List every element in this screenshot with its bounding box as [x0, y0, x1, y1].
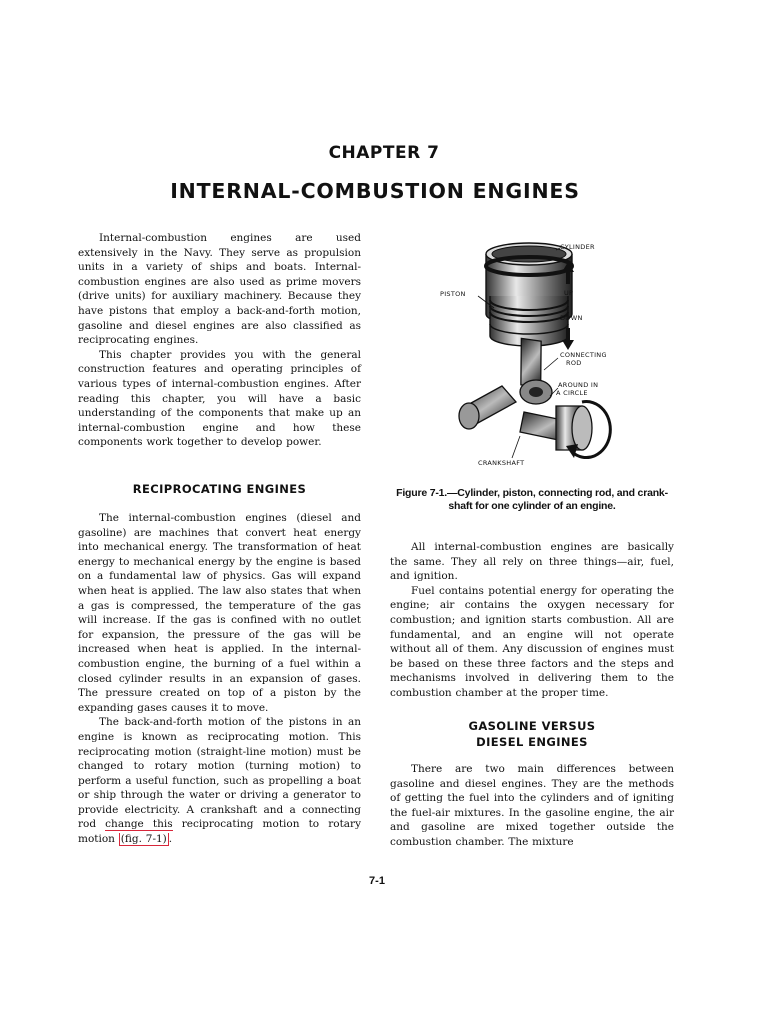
basics-section — [390, 540, 674, 701]
paragraph-text: reciprocating motion to rotary motion — [78, 818, 362, 846]
label-up: UP — [564, 289, 574, 297]
reciprocating-heading — [78, 482, 361, 498]
chapter-title: INTERNAL-COMBUSTION ENGINES — [170, 179, 580, 203]
figure-reference: (fig. 7-1) — [120, 833, 167, 846]
intro-paragraph-2: This chapter provides you with the general construction features and operating principles of various types of internal-combustion engines. After reading this chapter, you will have a basic understanding of the components that make up an internal-combustion engine and how these components work together to develop power. — [78, 348, 361, 449]
label-crankshaft: CRANKSHAFT — [478, 459, 525, 467]
label-down: DOWN — [560, 314, 583, 322]
reciprocating-paragraph-2 — [78, 715, 361, 846]
reciprocating-paragraph-1: The internal-combustion engines (diesel and gasoline) are machines that convert heat energy into mechanical energy. The transformation of heat energy to mechanical energy by the engine is based on a fundamental law of physics. Gas will expand when heat is applied. The law also states that when a gas is compressed, the temperature of the gas will increase. If the gas is confined with no outlet for expansion, the pressure of the gas will be increased when heat is applied. In the internal-combustion engine, the burning of a fuel within a closed cylinder results in an expansion of gases. The pressure created on top of a piston by the expanding gases causes it to move. — [78, 512, 361, 714]
gasoline-diesel-section — [390, 762, 674, 850]
leader-line — [544, 358, 558, 370]
connecting-rod-shape — [515, 338, 552, 404]
section-heading: RECIPROCATING ENGINES — [132, 482, 307, 496]
label-rod: ROD — [566, 359, 582, 367]
intro-section — [78, 231, 361, 450]
basics-paragraph-1: All internal-combustion engines are basically the same. They all rely on three things—air, fuel, and ignition. — [390, 541, 674, 583]
basics-paragraph-2: Fuel contains potential energy for operating the engine; air contains the oxygen necessary for combustion; and ignition starts combustion. All are fundamental, and an engine will not operate without all of them. Any discussion of engines must be based on these three factors and the steps and mechanisms involved in delivering them to the combustion chamber at the proper time. — [390, 584, 674, 699]
piston-shape — [490, 296, 568, 346]
gasoline-diesel-heading — [390, 719, 674, 750]
caption-line-2: shaft for one cylinder of an engine. — [448, 499, 616, 512]
caption-line-1: Figure 7-1.—Cylinder, piston, connecting rod, and crank- — [396, 487, 668, 499]
engine-figure — [432, 236, 662, 472]
label-connecting: CONNECTING — [560, 351, 607, 359]
cylinder-piston-crankshaft-illustration — [432, 236, 662, 472]
paragraph-text: The back-and-forth motion of the pistons in an engine is known as reciprocating motion. This reciprocating motion (straight-line motion) must be changed to rotary motion (turning motion) to perform a useful function, such as propelling a boat or ship through the water or driving a generator to provide electricity. A crankshaft and a connecting rod — [78, 716, 361, 831]
section-heading-line-2: DIESEL ENGINES — [476, 734, 588, 749]
leader-line — [512, 436, 520, 458]
label-circle: A CIRCLE — [556, 389, 588, 397]
gasoline-diesel-paragraph: There are two main differences between gasoline and diesel engines. They are the methods of getting the fuel into the cylinders and of igniting the fuel-air mixtures. In the gasoline engine, the air and gasoline are mixed together outside the combustion chamber. The mixture — [390, 763, 674, 848]
figure-caption — [390, 487, 674, 512]
label-around: AROUND IN — [558, 381, 599, 389]
label-cylinder: CYLINDER — [560, 243, 595, 251]
chapter-label: CHAPTER 7 — [328, 143, 440, 163]
paragraph-text: . — [168, 833, 173, 846]
section-heading-line-1: GASOLINE VERSUS — [468, 719, 596, 733]
intro-paragraph-1: Internal-combustion engines are used extensively in the Navy. They serve as propulsion units in a variety of ships and boats. Internal-combustion engines are also used as prime movers (drive units) for auxiliary machinery. Because they have pistons that employ a back-and-forth motion, gasoline and diesel engines are also classified as reciprocating engines. — [78, 232, 361, 347]
label-piston: PISTON — [440, 290, 466, 298]
highlight-underline: change this — [105, 818, 173, 831]
reciprocating-section — [78, 511, 361, 847]
page-number: 7-1 — [369, 875, 385, 887]
